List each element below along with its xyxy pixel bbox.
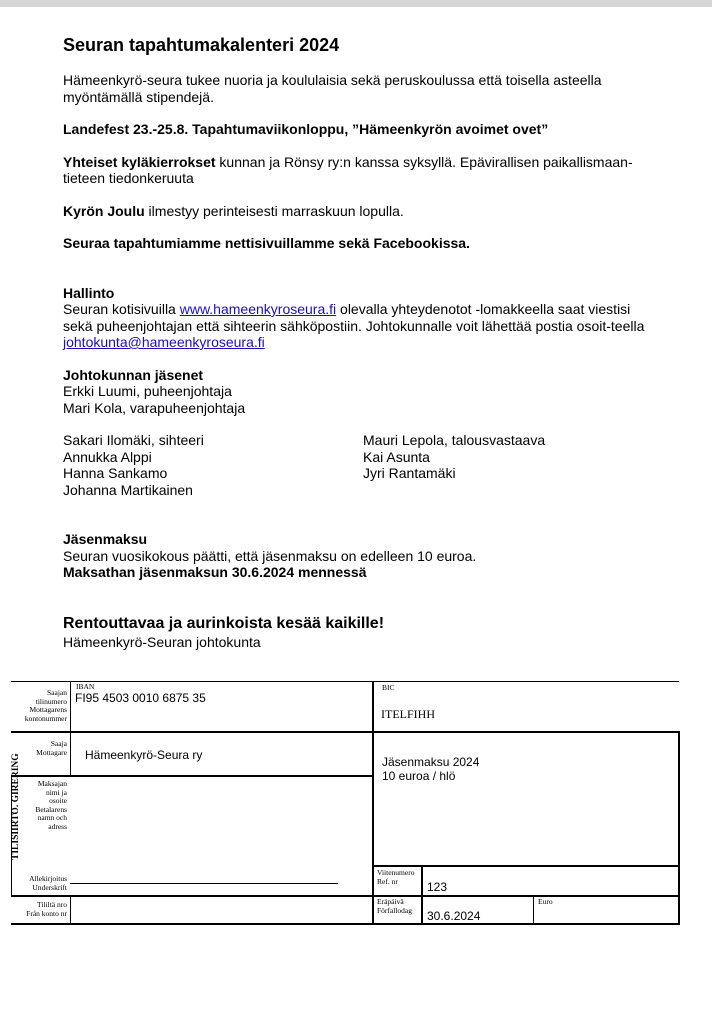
- board-vice-chair: Mari Kola, varapuheenjohtaja: [63, 399, 246, 416]
- slip-vrule: [70, 895, 71, 925]
- payer-label: [13, 780, 67, 831]
- message-line: Jäsenmaksu 2024: [382, 755, 480, 769]
- christmas-paragraph: [63, 203, 663, 220]
- slip-vrule: [421, 865, 423, 925]
- board-member: Jyri Rantamäki: [363, 465, 456, 481]
- label-line: Tililtä nro: [37, 900, 67, 909]
- intro-paragraph: Hämeenkyrö-seura tukee nuoria ja koululaisia sekä peruskoulussa että toisella asteella myöntämällä stipendejä.: [63, 72, 602, 105]
- slip-rule: [373, 865, 679, 867]
- landefest-paragraph: Landefest 23.-25.8. Tapahtumaviikonloppu, ”Hämeenkyrön avoimet ovet”: [63, 121, 549, 137]
- administration-mid: olevalla yhteydenotot -lomakkeella saat viestisi sekä puheenjohtajan että sihteerin sähköpostiin. Johtokunnalle voit lähettää postia osoit-teella: [63, 301, 645, 334]
- slip-vrule: [70, 681, 71, 732]
- message-line: 10 euroa / hlö: [382, 769, 456, 783]
- slip-vrule: [70, 731, 71, 775]
- label-line: Förfallodag: [377, 905, 412, 915]
- fee-text: Seuran vuosikokous päätti, että jäsenmaksu on edelleen 10 euroa.: [63, 547, 477, 564]
- fee-heading: Jäsenmaksu: [63, 531, 148, 547]
- slip-top-rule: [11, 681, 679, 682]
- label-line: Mottagarens: [29, 705, 67, 714]
- label-line: osoite: [49, 796, 67, 805]
- board-heading: Johtokunnan jäsenet: [63, 366, 204, 383]
- board-column-right: [363, 432, 663, 498]
- administration-paragraph: [63, 301, 663, 351]
- signature-line: Hämeenkyrö-Seuran johtokunta: [63, 633, 261, 650]
- slip-bottom-rule: [11, 923, 679, 925]
- recipient-account-label: [13, 689, 67, 723]
- village-tours-paragraph: [63, 154, 663, 187]
- slip-center-divider: [372, 681, 374, 925]
- due-date-label: [377, 898, 412, 915]
- signature-rule: [70, 883, 338, 884]
- board-members: [63, 432, 663, 498]
- slip-rule: [11, 895, 679, 897]
- bic-value: ITELFIHH: [381, 707, 435, 721]
- follow-paragraph: Seuraa tapahtumiamme nettisivuillamme sekä Facebookissa.: [63, 235, 470, 251]
- label-line: Från konto nr: [26, 908, 67, 918]
- slip-rule: [11, 731, 679, 733]
- label-line: namn och: [37, 813, 67, 822]
- board-column-left: [63, 432, 363, 498]
- giro-side-label: TILISIIRTO. GIRERING: [11, 753, 21, 860]
- reference-label: [377, 869, 414, 886]
- document-body: [63, 34, 663, 650]
- label-line: Viitenumero: [377, 868, 415, 877]
- from-account-label: [13, 901, 67, 918]
- iban-label: IBAN: [76, 682, 95, 691]
- board-member: Mauri Lepola, talousvastaava: [363, 432, 546, 448]
- bic-label: BIC: [382, 683, 395, 692]
- christmas-text: ilmestyy perinteisesti marraskuun lopulla.: [144, 202, 404, 219]
- label-line: Betalarens: [35, 804, 67, 814]
- iban-value: FI95 4503 0010 6875 35: [75, 691, 206, 705]
- label-line: Maksajan: [37, 779, 67, 788]
- label-line: Underskrift: [32, 882, 67, 892]
- label-line: Saaja: [50, 739, 67, 748]
- label-line: adress: [48, 821, 67, 831]
- board-member: Hanna Sankamo: [63, 465, 168, 481]
- label-line: tilinumero: [35, 696, 67, 706]
- signature-label: [13, 875, 67, 892]
- message-lines: [382, 755, 479, 783]
- village-tours-text: kunnan ja Rönsy ry:n kanssa syksyllä. Epävirallisen paikallismaan-tieteen tiedonkeruuta: [63, 153, 633, 186]
- page-title: Seuran tapahtumakalenteri 2024: [63, 35, 340, 55]
- administration-pre: Seuran kotisivuilla: [63, 301, 180, 317]
- email-link[interactable]: johtokunta@hameenkyroseura.fi: [63, 334, 265, 350]
- label-line: Eräpäivä: [377, 897, 404, 906]
- label-line: Allekirjoitus: [29, 874, 67, 883]
- top-divider: [0, 0, 712, 7]
- closing-greeting: Rentouttavaa ja aurinkoista kesää kaikille!: [63, 614, 385, 632]
- website-link[interactable]: www.hameenkyroseura.fi: [179, 301, 337, 317]
- fee-deadline: Maksathan jäsenmaksun 30.6.2024 mennessä: [63, 564, 367, 580]
- due-date-value: 30.6.2024: [427, 909, 481, 923]
- slip-vrule: [533, 895, 534, 925]
- reference-value: 123: [427, 880, 448, 894]
- village-tours-bold: Yhteiset kyläkierrokset: [63, 153, 216, 170]
- label-line: Ref. nr: [377, 876, 398, 886]
- label-line: nimi ja: [45, 787, 67, 797]
- slip-right-border: [678, 731, 680, 925]
- board-member: Kai Asunta: [363, 448, 430, 465]
- label-line: Mottagare: [36, 747, 67, 757]
- board-chair: Erkki Luumi, puheenjohtaja: [63, 383, 232, 399]
- recipient-label: [13, 740, 67, 757]
- recipient-value: Hämeenkyrö-Seura ry: [85, 748, 203, 762]
- slip-rule: [11, 775, 373, 777]
- board-member: Annukka Alppi: [63, 448, 152, 465]
- board-member: Sakari Ilomäki, sihteeri: [63, 432, 204, 448]
- board-member: Johanna Martikainen: [63, 481, 193, 498]
- label-line: kontonummer: [24, 713, 67, 723]
- euro-label: Euro: [538, 897, 553, 906]
- label-line: Saajan: [47, 688, 67, 697]
- administration-heading: Hallinto: [63, 284, 115, 301]
- christmas-bold: Kyrön Joulu: [63, 202, 145, 219]
